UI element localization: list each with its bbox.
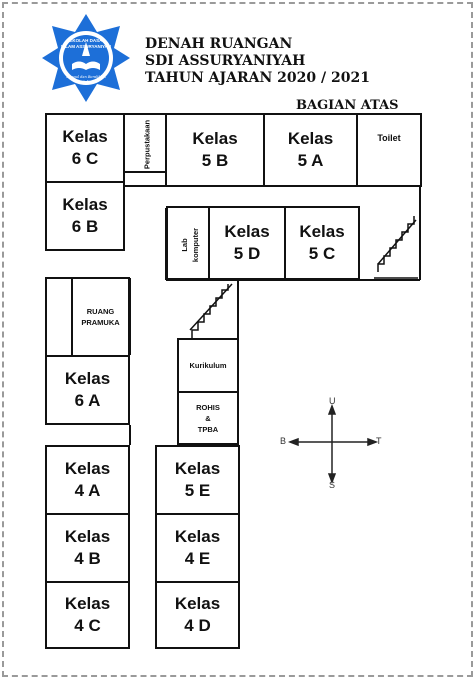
room-rohis-tpba-label: ROHIS & TPBA (196, 402, 220, 434)
room-kelas-5b (165, 113, 265, 187)
title-line-3: TAHUN AJARAN 2020 / 2021 (145, 70, 370, 86)
room-kelas-6c-label: Kelas 6 C (62, 127, 108, 168)
compass-east: T (376, 436, 382, 446)
compass-south: S (329, 480, 336, 490)
room-ruang-pramuka (71, 277, 130, 357)
section-label: BAGIAN ATAS (296, 98, 399, 113)
room-kelas-4b (45, 513, 130, 583)
room-perpustakaan (123, 113, 167, 173)
compass-west: B (280, 436, 287, 446)
room-rohis-tpba (177, 391, 239, 445)
room-kelas-4b-label: Kelas 4 B (64, 527, 111, 568)
room-lab-komputer (166, 206, 210, 280)
room-toilet (356, 113, 422, 187)
compass-arrows-icon (288, 396, 384, 492)
room-kelas-5d-label: Kelas 5 D (224, 222, 270, 263)
room-kelas-6c (45, 113, 125, 183)
room-kelas-5a (263, 113, 358, 187)
logo-bottom-text: Unggul dan Berakhlak Mulia (66, 75, 106, 84)
room-kelas-4a-label: Kelas 4 A (64, 459, 111, 500)
room-kelas-4c (45, 581, 130, 649)
room-toilet-label: Toilet (377, 132, 401, 143)
room-corridor-narrow (45, 277, 73, 357)
room-kelas-5e (155, 445, 240, 515)
room-kelas-5b-label: Kelas 5 B (192, 129, 238, 170)
compass (280, 396, 384, 492)
room-kurikulum (177, 338, 239, 393)
logo-top-text: SEKOLAH DASAR ISLAM ASSURYANIYAH (60, 38, 112, 49)
title-line-1: DENAH RUANGAN (145, 36, 293, 52)
room-kelas-6a-label: Kelas 6 A (64, 369, 111, 410)
room-kelas-6b (45, 181, 125, 251)
room-kelas-4e-label: Kelas 4 E (174, 527, 221, 568)
room-kelas-5c (284, 206, 360, 280)
room-lab-komputer-label: Lab komputer (180, 227, 200, 263)
room-perpustakaan-label: Perpustakaan (142, 119, 152, 170)
room-kelas-6a (45, 355, 130, 425)
room-kelas-4d-label: Kelas 4 D (174, 594, 221, 635)
room-kelas-5c-label: Kelas 5 C (299, 222, 345, 263)
room-kelas-4e (155, 513, 240, 583)
compass-north: U (329, 396, 336, 406)
room-kelas-5e-label: Kelas 5 E (174, 459, 221, 500)
room-kelas-6b-label: Kelas 6 B (62, 195, 108, 236)
title-line-2: SDI ASSURYANIYAH (145, 53, 306, 69)
room-kelas-5a-label: Kelas 5 A (287, 129, 334, 170)
room-kelas-4c-label: Kelas 4 C (64, 594, 111, 635)
room-kelas-4d (155, 581, 240, 649)
room-kurikulum-label: Kurikulum (189, 361, 227, 370)
room-kelas-4a (45, 445, 130, 515)
room-ruang-pramuka-label: RUANG PRAMUKA (81, 307, 120, 327)
room-kelas-5d (208, 206, 286, 280)
